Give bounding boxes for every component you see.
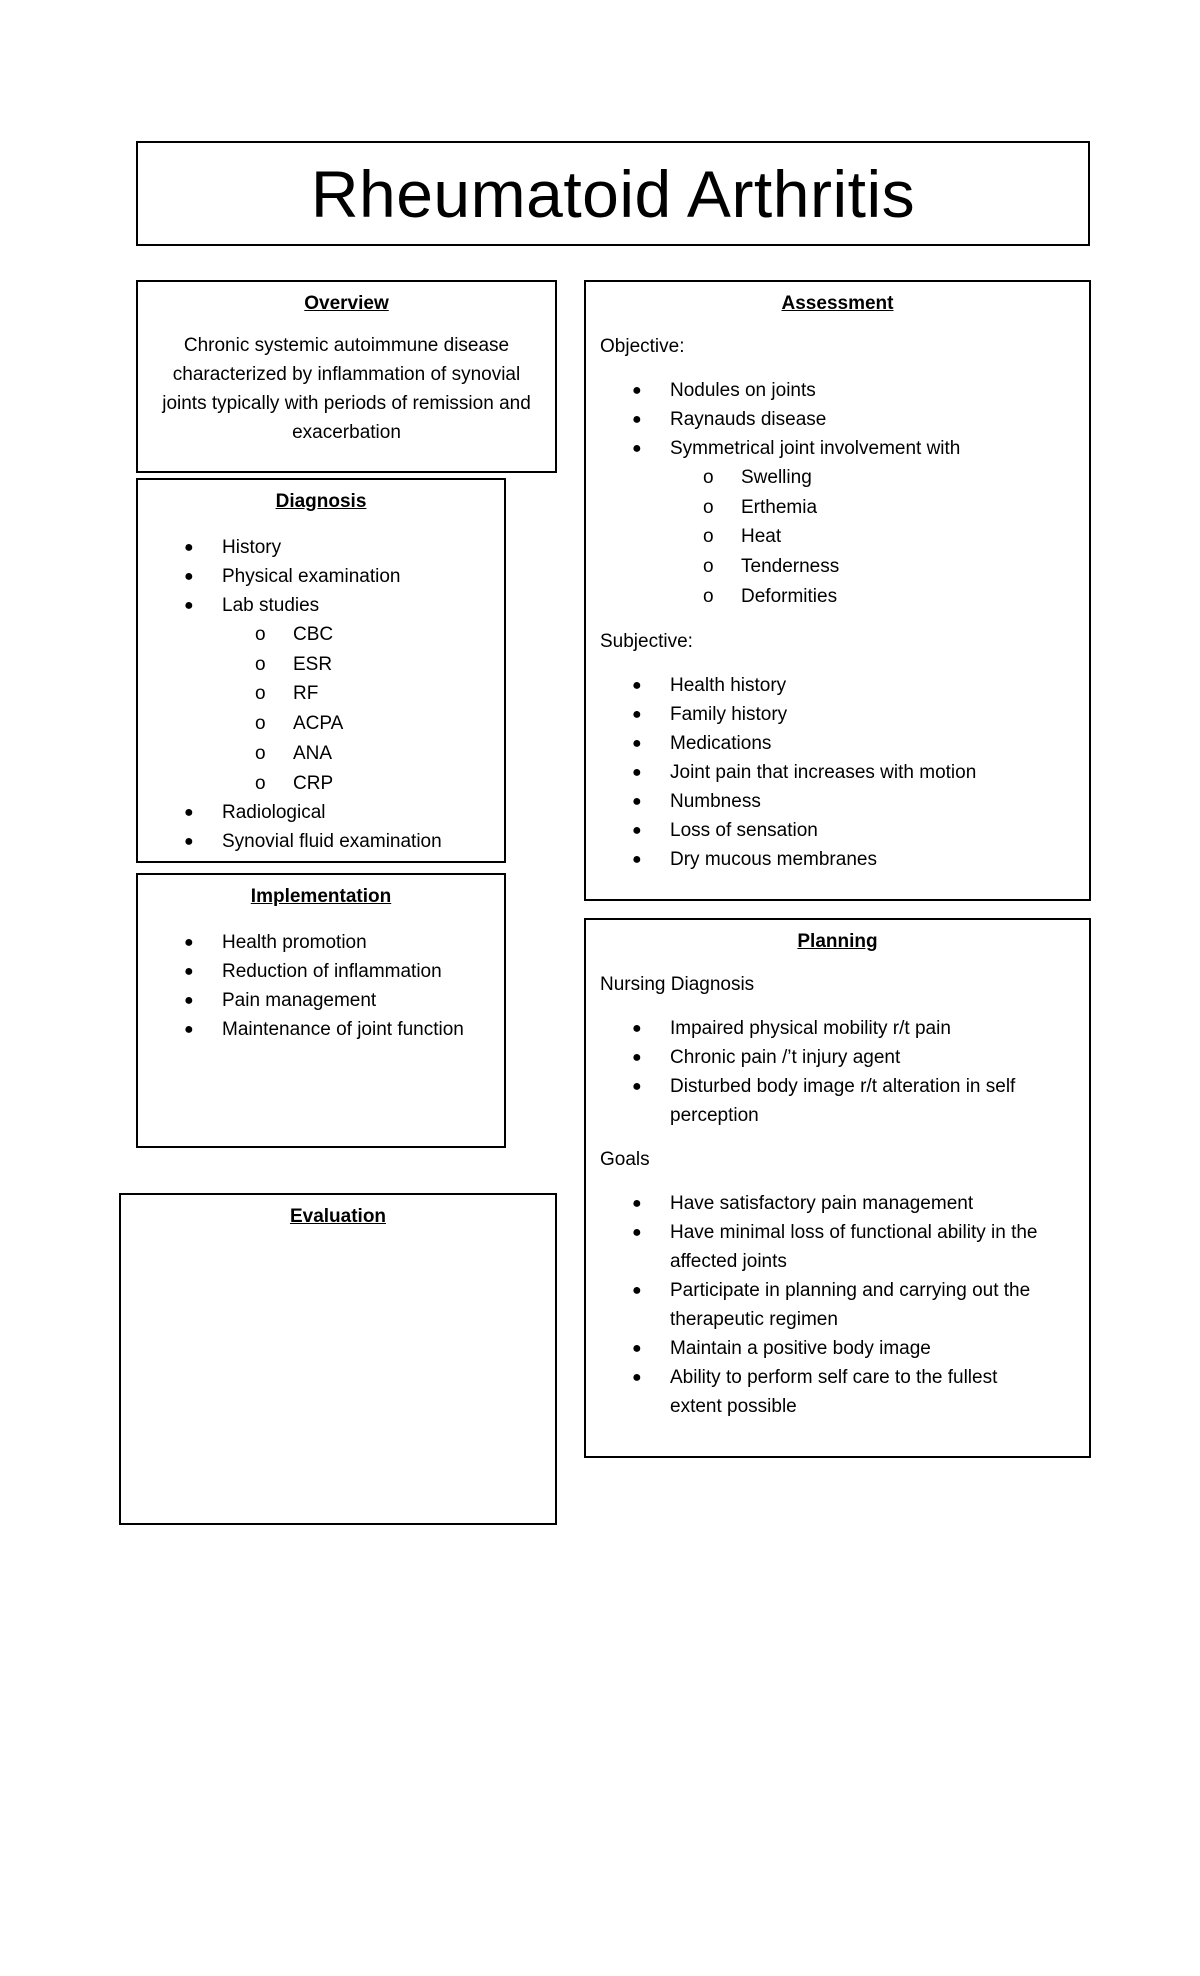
circle-bullet-icon: o — [703, 526, 714, 548]
list-item: ● Maintain a positive body image — [586, 1334, 1069, 1363]
list-item: o Swelling — [586, 463, 1089, 493]
list-item: ● Maintenance of joint function — [138, 1015, 504, 1044]
bullet-icon: ● — [632, 1049, 642, 1066]
list-item: ● Joint pain that increases with motion — [586, 758, 1089, 787]
bullet-icon: ● — [632, 821, 642, 839]
diagnosis-heading: Diagnosis — [275, 491, 367, 512]
overview-heading: Overview — [304, 293, 389, 314]
bullet-icon: ● — [184, 963, 194, 980]
implementation-box — [136, 873, 506, 1148]
list-item: ● Pain management — [138, 986, 504, 1015]
list-item: ● Family history — [586, 700, 1089, 729]
nursing-diagnosis-label: Nursing Diagnosis — [600, 974, 755, 995]
list-item: o Tenderness — [586, 552, 1089, 582]
list-item: ● Physical examination — [138, 562, 504, 591]
bullet-icon: ● — [184, 833, 194, 851]
list-item: o Heat — [586, 522, 1089, 552]
overview-text: Chronic systemic autoimmune disease characterized by inflammation of synovial joints typically with periods of remission and exacerbation — [162, 335, 531, 443]
list-item: ● Health promotion — [138, 928, 504, 957]
list-item: ● Nodules on joints — [586, 376, 1089, 405]
bullet-icon: ● — [632, 792, 642, 810]
goals-label: Goals — [600, 1149, 650, 1170]
lab-studies-list — [138, 620, 504, 798]
list-item: o CRP — [138, 769, 504, 799]
evaluation-box — [119, 1193, 557, 1525]
planning-heading: Planning — [797, 931, 878, 952]
bullet-icon: ● — [632, 382, 642, 399]
list-item: ● Medications — [586, 729, 1089, 758]
title-box — [136, 141, 1090, 246]
list-item: o Erthemia — [586, 493, 1089, 523]
circle-bullet-icon: o — [703, 556, 714, 578]
bullet-icon: ● — [184, 1021, 194, 1038]
evaluation-heading: Evaluation — [289, 1206, 387, 1227]
list-item: ● Chronic pain /’t injury agent — [586, 1043, 1069, 1072]
bullet-icon: ● — [632, 1369, 642, 1386]
circle-bullet-icon: o — [255, 624, 266, 645]
list-item: ● Reduction of inflammation — [138, 957, 504, 986]
list-item: o ESR — [138, 650, 504, 680]
list-item: ● Health history — [586, 671, 1089, 700]
overview-box — [136, 280, 557, 473]
list-item: o Deformities — [586, 582, 1089, 612]
implementation-heading: Implementation — [250, 886, 392, 907]
list-item: o ACPA — [138, 709, 504, 739]
list-item: ● Dry mucous membranes — [586, 845, 1089, 874]
bullet-icon: ● — [184, 539, 194, 556]
diagnosis-box — [136, 478, 506, 863]
planning-box — [584, 918, 1091, 1458]
bullet-icon: ● — [632, 734, 642, 752]
assessment-box — [584, 280, 1091, 901]
circle-bullet-icon: o — [703, 467, 714, 488]
bullet-icon: ● — [632, 705, 642, 723]
bullet-icon: ● — [632, 850, 642, 868]
circle-bullet-icon: o — [255, 713, 266, 735]
bullet-icon: ● — [632, 1078, 642, 1095]
circle-bullet-icon: o — [255, 653, 266, 675]
list-item: ● Numbness — [586, 787, 1089, 816]
list-item: ● Disturbed body image r/t alteration in self perception — [586, 1072, 1069, 1130]
list-item: ● Raynauds disease — [586, 405, 1089, 434]
assessment-heading: Assessment — [781, 293, 894, 314]
list-item: ● History — [138, 533, 504, 562]
list-item: o ANA — [138, 739, 504, 769]
bullet-icon: ● — [184, 992, 194, 1009]
list-item: o CBC — [138, 620, 504, 650]
circle-bullet-icon: o — [703, 585, 714, 607]
list-item: ● Participate in planning and carrying out the therapeutic regimen — [586, 1276, 1069, 1334]
page-title: Rheumatoid Arthritis — [310, 156, 916, 231]
circle-bullet-icon: o — [255, 742, 266, 764]
list-item: ● Loss of sensation — [586, 816, 1089, 845]
subjective-label: Subjective: — [600, 630, 693, 652]
bullet-icon: ● — [184, 804, 194, 822]
objective-label: Objective: — [600, 336, 685, 357]
bullet-icon: ● — [184, 934, 194, 951]
list-item: ● Radiological — [138, 798, 504, 827]
bullet-icon: ● — [632, 440, 642, 457]
list-item: ● Impaired physical mobility r/t pain — [586, 1014, 1069, 1043]
list-item: ● Symmetrical joint involvement with — [586, 434, 1089, 463]
list-item: ● Have minimal loss of functional ability in the affected joints — [586, 1218, 1069, 1276]
bullet-icon: ● — [632, 763, 642, 781]
circle-bullet-icon: o — [255, 772, 266, 794]
circle-bullet-icon: o — [703, 496, 714, 518]
list-item: ● Have satisfactory pain management — [586, 1189, 1069, 1218]
list-item: ● Ability to perform self care to the fullest extent possible — [586, 1363, 1069, 1421]
bullet-icon: ● — [632, 411, 642, 428]
circle-bullet-icon: o — [255, 683, 266, 705]
bullet-icon: ● — [632, 1340, 642, 1357]
bullet-icon: ● — [184, 597, 194, 614]
bullet-icon: ● — [632, 676, 642, 694]
bullet-icon: ● — [632, 1224, 642, 1241]
bullet-icon: ● — [632, 1020, 642, 1037]
list-item: ● Synovial fluid examination — [138, 827, 504, 856]
list-item: o RF — [138, 679, 504, 709]
bullet-icon: ● — [632, 1282, 642, 1299]
bullet-icon: ● — [632, 1195, 642, 1212]
list-item: ● Lab studies — [138, 591, 504, 620]
bullet-icon: ● — [184, 568, 194, 585]
